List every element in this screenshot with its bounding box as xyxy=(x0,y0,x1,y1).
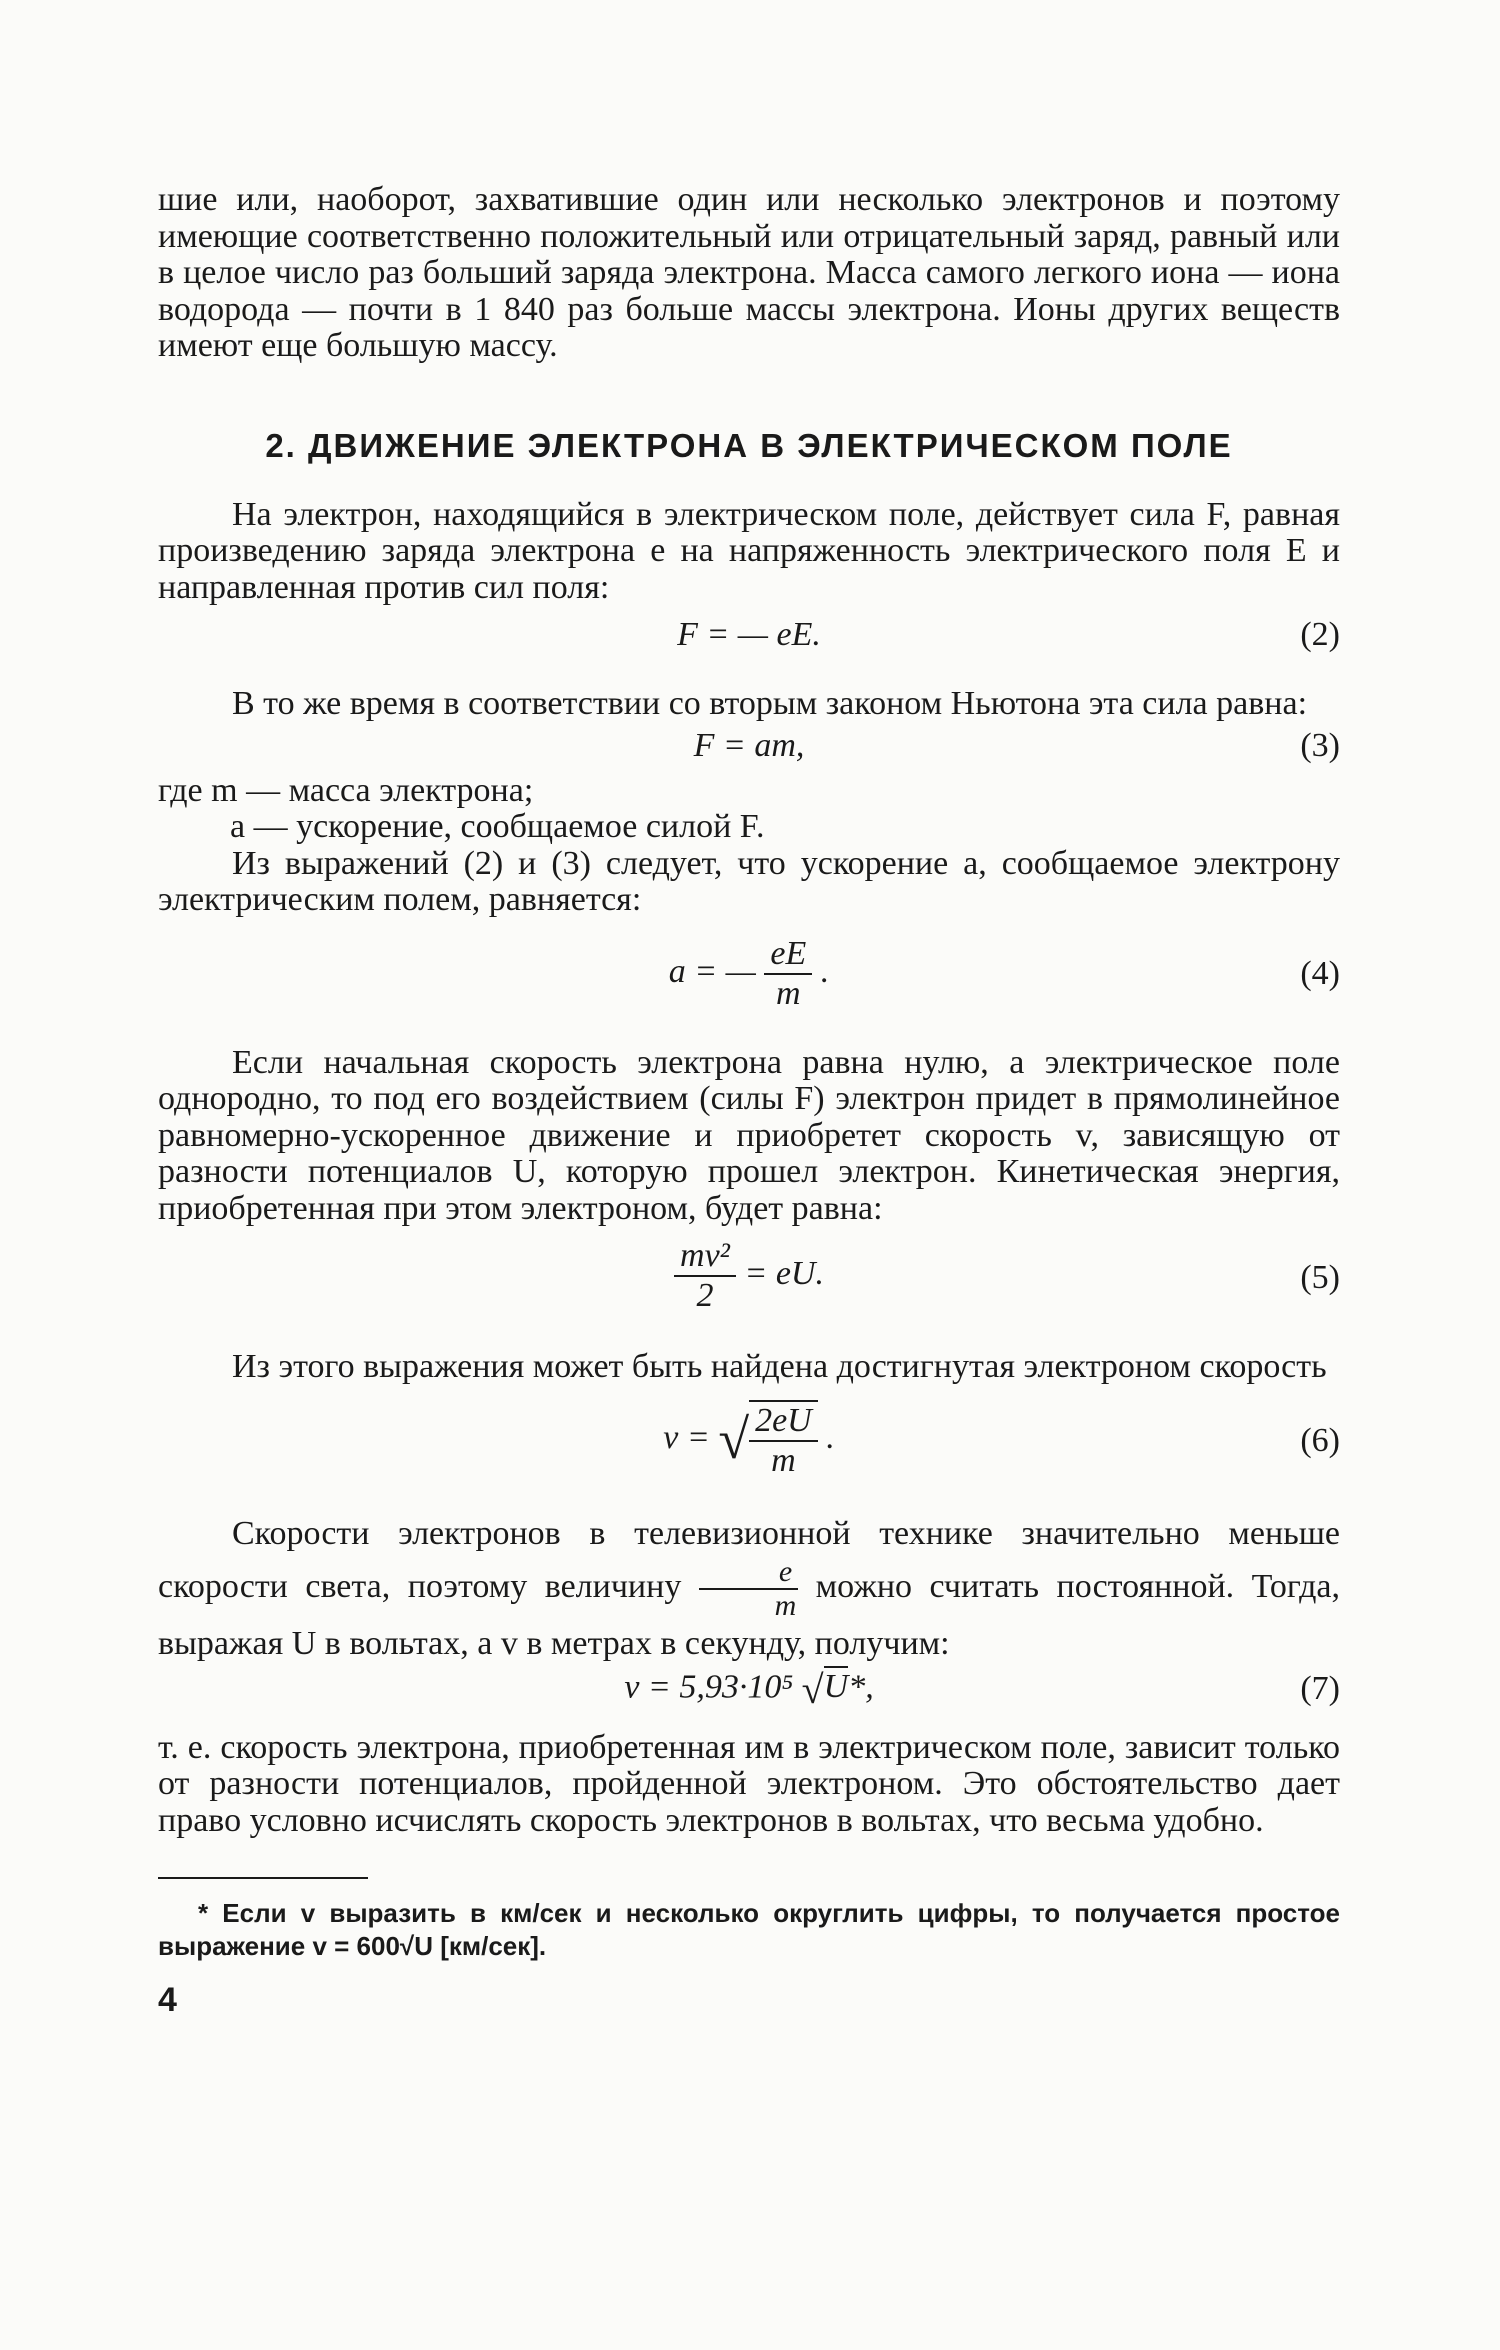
inline-fraction-numerator: e xyxy=(699,1556,798,1590)
intro-paragraph: шие или, наоборот, захватившие один или несколько электронов и поэтому имеющие соответственно положительный или отрицательный заряд, равный или в целое число раз больший заряда электрона. Масса самого легкого иона — иона водорода — почти в 1 840 раз больше массы электрона. Ионы других веществ имеют еще большую массу. xyxy=(158,181,1340,364)
where-acceleration: a — ускорение, сообщаемое силой F. xyxy=(230,808,765,845)
equation-6-tail: . xyxy=(826,1418,835,1456)
equation-6-lhs: v = xyxy=(663,1418,710,1456)
paragraph-constant-part-a: Скорости электронов в телевизионной технике значительно меньше скорости света, поэтому величину xyxy=(158,1514,1340,1605)
equation-3-number: (3) xyxy=(1300,726,1340,764)
equation-7 xyxy=(158,1666,1340,1722)
equation-2-body: F = — eE. xyxy=(677,616,821,653)
section-heading: 2. ДВИЖЕНИЕ ЭЛЕКТРОНА В ЭЛЕКТРИЧЕСКОМ ПОЛЕ xyxy=(265,426,1233,464)
equation-4-number: (4) xyxy=(1300,954,1340,992)
equation-4 xyxy=(158,929,1340,1025)
equation-7-tail: *, xyxy=(848,1667,874,1705)
equation-6 xyxy=(158,1396,1340,1492)
sqrt-sign-icon: √ xyxy=(718,1408,750,1471)
paragraph-newton: В то же время в соответствии со вторым законом Ньютона эта сила равна: xyxy=(232,685,1308,722)
paragraph-force: На электрон, находящийся в электрическом поле, действует сила F, равная произведению заряда электрона e на напряженность электрического поля E и направленная против сил поля: xyxy=(158,495,1340,606)
paragraph-kinetic: Если начальная скорость электрона равна нулю, а электрическое поле однородно, то под его воздействием (силы F) электрон придет в прямолинейное равномерно-ускоренное движение и приобретет скорость v, зависящую от разности потенциалов U, которую прошел электрон. Кинетическая энергия, приобретенная при этом электроном, будет равна: xyxy=(158,1043,1340,1227)
paragraph-speed: Из этого выражения может быть найдена достигнутая электроном скорость xyxy=(232,1348,1327,1385)
equation-2-number: (2) xyxy=(1300,616,1340,653)
sqrt-sign-icon-2: √ xyxy=(801,1666,824,1712)
equation-5-number: (5) xyxy=(1300,1259,1340,1296)
equation-6-denominator: m xyxy=(771,1441,796,1479)
page-number: 4 xyxy=(158,1981,177,2019)
equation-4-numerator: eE xyxy=(764,935,812,975)
footnote: * Если v выразить в км/сек и несколько округлить цифры, то получается простое выражение v = 600√U [км/сек]. xyxy=(158,1898,1340,1961)
equation-3 xyxy=(158,727,1340,773)
equation-5-rhs: = eU. xyxy=(744,1254,824,1292)
equation-4-lhs: a = — xyxy=(668,952,756,990)
equation-7-number: (7) xyxy=(1300,1669,1340,1707)
equation-3-body: F = am, xyxy=(693,726,805,764)
equation-2 xyxy=(158,616,1340,662)
equation-4-denominator: m xyxy=(776,974,801,1012)
footnote-divider xyxy=(158,1877,368,1879)
page-content xyxy=(158,182,1340,2020)
paragraph-constant xyxy=(158,1512,1340,1666)
where-mass: где m — масса электрона; xyxy=(158,771,534,809)
equation-4-tail: . xyxy=(820,952,830,990)
paragraph-constant-part-b: можно считать постоянной. Тогда, выражая U в вольтах, а v в метрах в секунду, получим: xyxy=(158,1567,1341,1662)
paragraph-conclusion: т. е. скорость электрона, приобретенная им в электрическом поле, зависит только от разности потенциалов, пройденной электроном. Это обстоятельство дает право условно исчислять скорость электронов в вольтах, что весьма удобно. xyxy=(158,1728,1340,1839)
equation-5 xyxy=(158,1233,1340,1329)
equation-6-number: (6) xyxy=(1300,1421,1340,1459)
paragraph-acceleration: Из выражений (2) и (3) следует, что ускорение a, сообщаемое электрону электрическим полем, равняется: xyxy=(158,844,1340,918)
equation-5-numerator: mv² xyxy=(674,1237,736,1277)
equation-7-radicand: U xyxy=(823,1667,849,1705)
equation-6-numerator: 2eU xyxy=(749,1402,818,1442)
equation-5-denominator: 2 xyxy=(696,1277,714,1314)
inline-fraction-denominator: m xyxy=(774,1588,797,1622)
equation-7-lhs: v = 5,93·10⁵ xyxy=(624,1667,794,1705)
